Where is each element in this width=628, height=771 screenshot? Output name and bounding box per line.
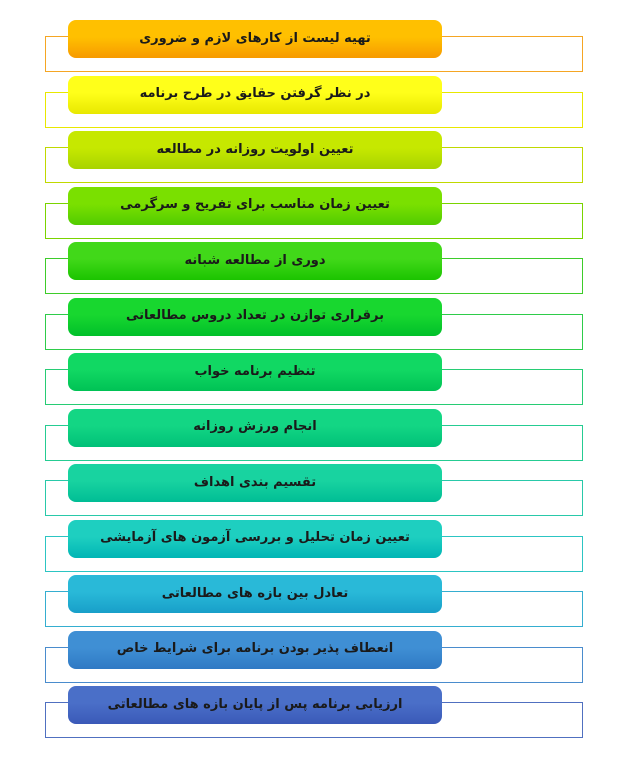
flow-step-row — [0, 240, 628, 296]
flow-step-label: انجام ورزش روزانه — [193, 419, 317, 435]
flow-step-box[interactable] — [68, 631, 442, 669]
flow-step-label: برقراری توازن در تعداد دروس مطالعاتی — [125, 308, 385, 324]
flow-step-label: تعیین زمان مناسب برای تفریح و سرگرمی — [120, 197, 390, 213]
flow-step-row — [0, 462, 628, 518]
flow-step-label: تعادل بین بازه های مطالعاتی — [161, 585, 349, 601]
flow-step-row — [0, 185, 628, 241]
flow-step-row — [0, 351, 628, 407]
flow-step-row — [0, 129, 628, 185]
flow-step-box[interactable] — [68, 242, 442, 280]
flow-step-label: دوری از مطالعه شبانه — [184, 252, 326, 268]
flow-step-label: تنظیم برنامه خواب — [194, 363, 316, 379]
flow-step-row — [0, 407, 628, 463]
flow-step-box[interactable] — [68, 520, 442, 558]
flow-step-label: تهیه لیست از کارهای لازم و ضروری — [139, 30, 371, 46]
flow-step-row — [0, 18, 628, 74]
flow-step-label: تعیین زمان تحلیل و بررسی آزمون های آزمایشی — [100, 530, 410, 546]
flow-step-box[interactable] — [68, 409, 442, 447]
flow-step-label: تقسیم بندی اهداف — [193, 474, 317, 490]
flow-step-box[interactable] — [68, 575, 442, 613]
flow-step-label: در نظر گرفتن حقایق در طرح برنامه — [139, 86, 371, 102]
flow-step-box[interactable] — [68, 76, 442, 114]
flow-step-box[interactable] — [68, 187, 442, 225]
flow-step-row — [0, 573, 628, 629]
flow-step-box[interactable] — [68, 131, 442, 169]
flow-step-row — [0, 296, 628, 352]
flow-step-label: تعیین اولویت روزانه در مطالعه — [156, 141, 354, 157]
flow-step-box[interactable] — [68, 686, 442, 724]
flow-step-label: ارزیابی برنامه پس از پایان بازه های مطالعاتی — [107, 696, 403, 712]
flow-step-row — [0, 74, 628, 130]
flow-step-box[interactable] — [68, 464, 442, 502]
flow-step-label: انعطاف پذیر بودن برنامه برای شرایط خاص — [116, 641, 394, 657]
flow-step-box[interactable] — [68, 353, 442, 391]
flow-step-row — [0, 518, 628, 574]
flow-step-row — [0, 684, 628, 740]
flow-step-box[interactable] — [68, 20, 442, 58]
flow-step-box[interactable] — [68, 298, 442, 336]
flow-step-row — [0, 629, 628, 685]
